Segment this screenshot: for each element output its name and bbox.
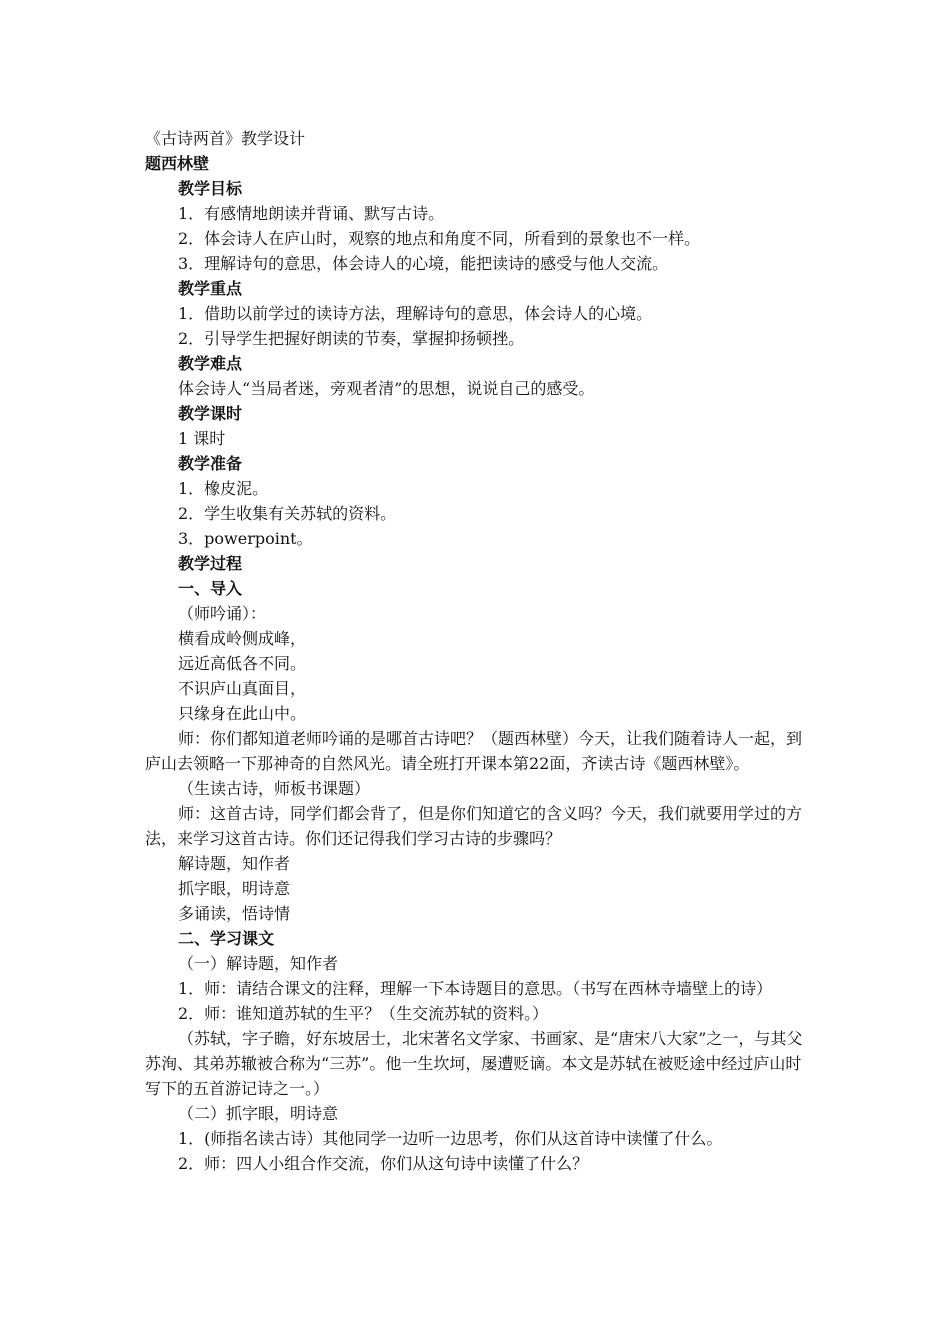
study-item: 2．师：谁知道苏轼的生平？（生交流苏轼的资料。） (178, 1004, 549, 1023)
method-paragraph: 师：这首古诗，同学们都会背了，但是你们知道它的含义吗？今天，我们就要用学过的方法，来学习这首古诗。你们还记得我们学习古诗的步骤吗？ (145, 804, 803, 848)
reading-note: （生读古诗，师板书课题） (178, 779, 371, 798)
preparation-item: 3．powerpoint。 (178, 529, 313, 548)
key-point-item: 1．借助以前学过的读诗方法，理解诗句的意思，体会诗人的心境。 (178, 304, 653, 323)
subsection-heading: （二）抓字眼，明诗意 (178, 1104, 339, 1123)
study-item: 1．(师指名读古诗）其他同学一边听一边思考，你们从这首诗中读懂了什么。 (178, 1129, 723, 1148)
step-item: 解诗题，知作者 (178, 854, 291, 873)
document-title: 《古诗两首》教学设计 (145, 129, 306, 148)
key-points-heading: 教学重点 (178, 279, 243, 298)
preparation-heading: 教学准备 (178, 454, 243, 473)
difficulty-heading: 教学难点 (178, 354, 243, 373)
poem-line: 横看成岭侧成峰， (178, 629, 307, 648)
preparation-item: 2．学生收集有关苏轼的资料。 (178, 504, 397, 523)
goal-item: 3．理解诗句的意思，体会诗人的心境，能把读诗的感受与他人交流。 (178, 254, 669, 273)
goal-item: 2．体会诗人在庐山时，观察的地点和角度不同，所看到的景象也不一样。 (178, 229, 701, 248)
section-intro-heading: 一、导入 (178, 579, 243, 598)
difficulty-text: 体会诗人“当局者迷，旁观者清”的思想，说说自己的感受。 (178, 379, 595, 398)
hours-heading: 教学课时 (178, 404, 243, 423)
document-body (145, 126, 810, 1176)
step-item: 多诵读，悟诗情 (178, 904, 291, 923)
poem-title: 题西林壁 (145, 154, 210, 173)
key-point-item: 2．引导学生把握好朗读的节奏，掌握抑扬顿挫。 (178, 329, 525, 348)
goals-heading: 教学目标 (178, 179, 243, 198)
poem-line: 不识庐山真面目， (178, 679, 307, 698)
section-study-heading: 二、学习课文 (178, 929, 275, 948)
intro-paragraph: 师：你们都知道老师吟诵的是哪首古诗吧？（题西林壁）今天，让我们随着诗人一起，到庐山去领略一下那神奇的自然风光。请全班打开课本第22面，齐读古诗《题西林壁》。 (145, 729, 803, 773)
study-item: 1．师：请结合课文的注释，理解一下本诗题目的意思。（书写在西林寺墙壁上的诗） (178, 979, 773, 998)
study-item: 2．师：四人小组合作交流，你们从这句诗中读懂了什么？ (178, 1154, 589, 1173)
step-item: 抓字眼，明诗意 (178, 879, 291, 898)
recite-label: （师吟诵）： (178, 604, 267, 623)
poem-line: 远近高低各不同。 (178, 654, 307, 673)
subsection-heading: （一）解诗题，知作者 (178, 954, 339, 973)
author-bio: （苏轼，字子瞻，好东坡居士，北宋著名文学家、书画家、是“唐宋八大家”之一，与其父苏洵、其弟苏辙被合称为“三苏”。他一生坎坷，屡遭贬谪。本文是苏轼在被贬途中经过庐山时写下的五首游记诗之一。） (145, 1029, 803, 1098)
preparation-item: 1．橡皮泥。 (178, 479, 269, 498)
goal-item: 1．有感情地朗读并背诵、默写古诗。 (178, 204, 445, 223)
hours-text: 1 课时 (178, 429, 226, 448)
process-heading: 教学过程 (178, 554, 243, 573)
poem-line: 只缘身在此山中。 (178, 704, 307, 723)
